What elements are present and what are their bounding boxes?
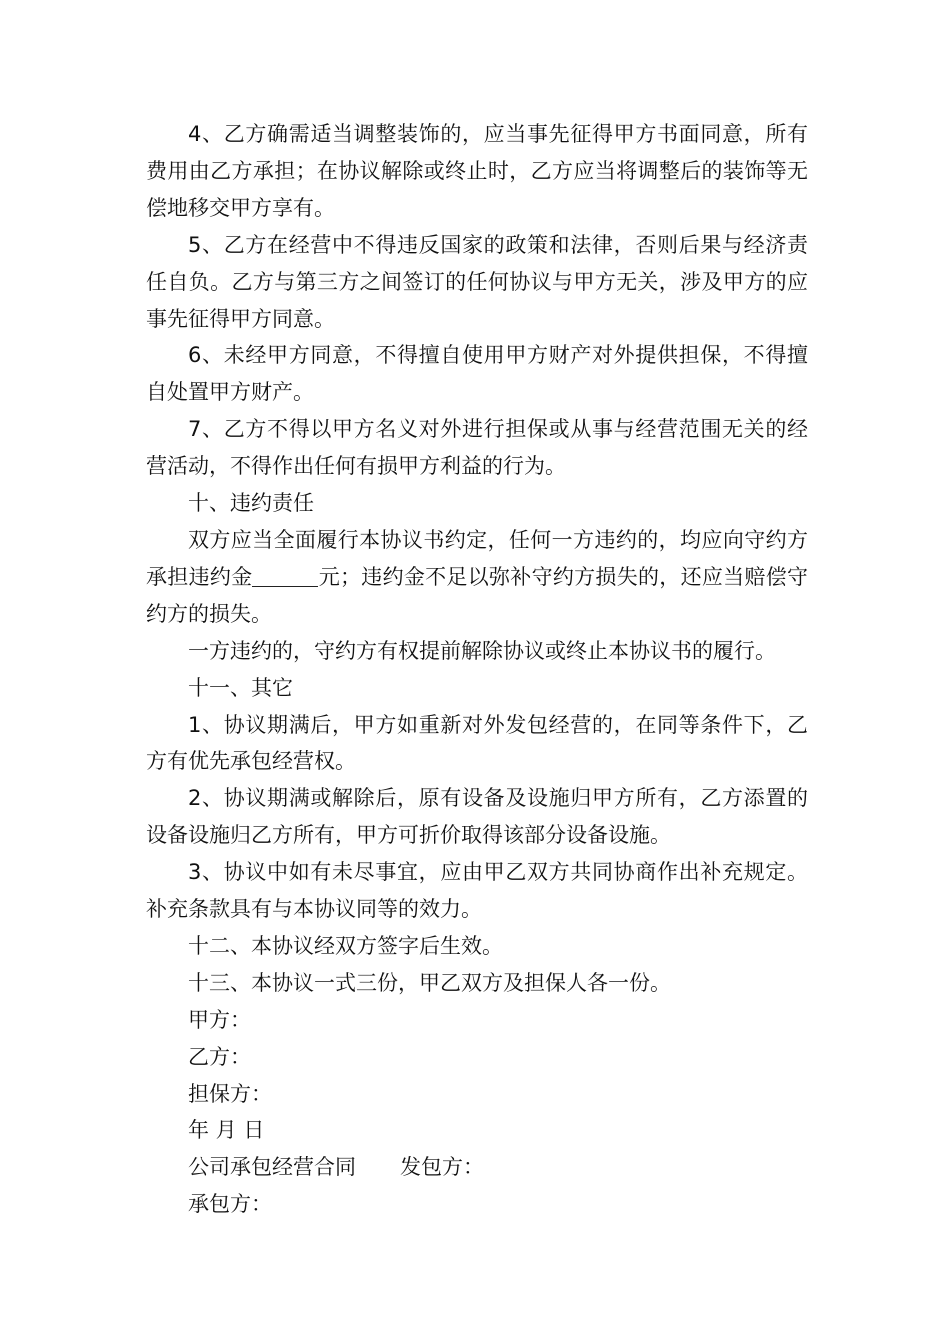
section-12: 十二、本协议经双方签字后生效。 — [188, 933, 503, 958]
clause-6: 6、未经甲方同意，不得擅自使用甲方财产对外提供担保，不得擅自处置甲方财产。 — [146, 343, 808, 405]
clause-7: 7、乙方不得以甲方名义对外进行担保或从事与经营范围无关的经营活动，不得作出任何有损甲方利益的行为。 — [146, 417, 808, 479]
termination-paragraph: 一方违约的，守约方有权提前解除协议或终止本协议书的履行。 — [188, 638, 776, 663]
penalty-amount-blank — [252, 565, 318, 587]
penalty-text-after: 元；违约金不足以弥补守约方损失的，还应当赔偿守约方的损失。 — [146, 564, 809, 626]
party-b-signature: 乙方： — [188, 1044, 251, 1069]
document-page — [146, 116, 808, 1223]
penalty-text-before: 双方应当全面履行本协议书约定，任何一方违约的，均应向守约方承担违约金 — [146, 527, 808, 589]
contract-title-line — [146, 1149, 808, 1186]
clause-5: 5、乙方在经营中不得违反国家的政策和法律，否则后果与经济责任自负。乙方与第三方之间签订的任何协议与甲方无关，涉及甲方的应事先征得甲方同意。 — [146, 232, 808, 331]
guarantor-signature: 担保方： — [188, 1081, 272, 1106]
section-11-clause-1: 1、协议期满后，甲方如重新对外发包经营的，在同等条件下，乙方有优先承包经营权。 — [146, 712, 808, 774]
clause-4: 4、乙方确需适当调整装饰的，应当事先征得甲方书面同意，所有费用由乙方承担；在协议解除或终止时，乙方应当将调整后的装饰等无偿地移交甲方享有。 — [146, 122, 808, 220]
penalty-paragraph — [146, 522, 808, 633]
contract-title: 公司承包经营合同 — [188, 1155, 356, 1180]
date-line: 年 月 日 — [188, 1118, 265, 1143]
section-13: 十三、本协议一式三份，甲乙双方及担保人各一份。 — [188, 970, 671, 995]
section-11-clause-3: 3、协议中如有未尽事宜，应由甲乙双方共同协商作出补充规定。补充条款具有与本协议同等的效力。 — [146, 860, 808, 922]
section-11-clause-2: 2、协议期满或解除后，原有设备及设施归甲方所有，乙方添置的设备设施归乙方所有，甲方可折价取得该部分设备设施。 — [146, 786, 808, 848]
contractor-issuer-label: 发包方： — [400, 1155, 484, 1180]
party-a-signature: 甲方： — [188, 1007, 251, 1032]
section-11-heading: 十一、其它 — [188, 675, 293, 700]
contractor-label: 承包方： — [188, 1192, 272, 1217]
section-10-heading: 十、违约责任 — [188, 491, 314, 516]
